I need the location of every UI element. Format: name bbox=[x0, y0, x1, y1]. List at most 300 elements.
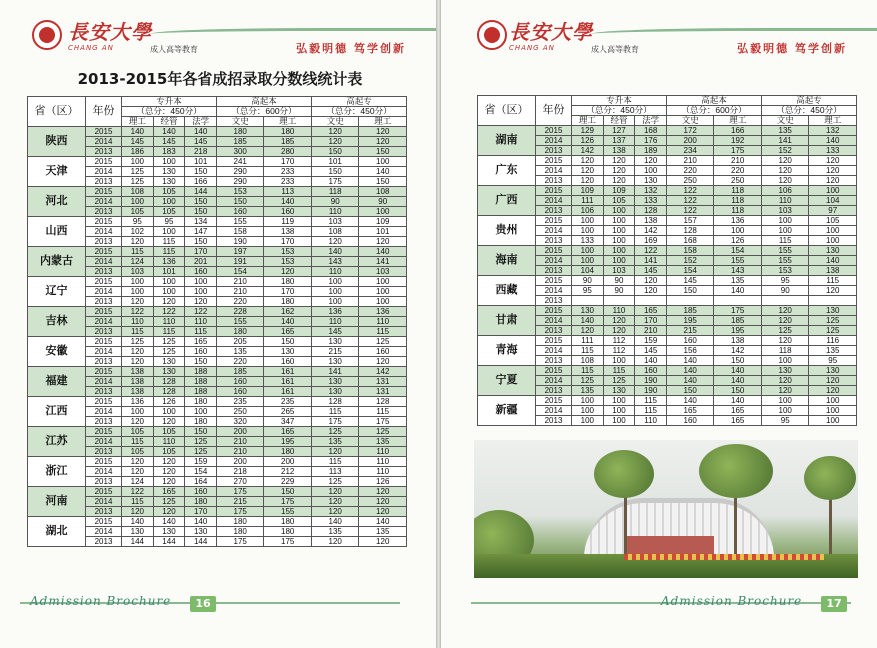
score-cell: 210 bbox=[216, 437, 264, 447]
brand-subtitle: 成人高等教育 bbox=[150, 45, 198, 54]
score-cell: 150 bbox=[264, 337, 312, 347]
score-cell: 118 bbox=[714, 206, 762, 216]
footer-text: Admission Brochure bbox=[661, 594, 803, 608]
score-cell: 150 bbox=[185, 197, 217, 207]
score-cell: 200 bbox=[264, 457, 312, 467]
province-name: 江西 bbox=[28, 397, 86, 427]
score-cell: 145 bbox=[666, 276, 714, 286]
score-cell: 128 bbox=[635, 206, 667, 216]
province-name: 海南 bbox=[478, 246, 536, 276]
province-name: 陕西 bbox=[28, 127, 86, 157]
score-cell: 140 bbox=[714, 286, 762, 296]
score-cell: 165 bbox=[185, 337, 217, 347]
score-cell: 161 bbox=[264, 387, 312, 397]
score-cell: 175 bbox=[311, 177, 359, 187]
score-cell: 125 bbox=[153, 497, 185, 507]
year-cell: 2014 bbox=[86, 437, 122, 447]
year-cell: 2015 bbox=[86, 487, 122, 497]
score-cell: 170 bbox=[185, 507, 217, 517]
score-cell: 175 bbox=[216, 537, 264, 547]
score-cell: 135 bbox=[714, 276, 762, 286]
score-cell: 120 bbox=[572, 176, 604, 186]
score-cell: 150 bbox=[359, 177, 407, 187]
score-cell: 128 bbox=[153, 377, 185, 387]
year-cell: 2014 bbox=[86, 287, 122, 297]
score-cell: 180 bbox=[216, 127, 264, 137]
score-cell: 120 bbox=[359, 487, 407, 497]
score-cell: 140 bbox=[153, 127, 185, 137]
score-cell: 120 bbox=[572, 166, 604, 176]
score-cell: 130 bbox=[635, 176, 667, 186]
tree bbox=[804, 456, 856, 500]
score-cell: 165 bbox=[264, 427, 312, 437]
score-cell: 120 bbox=[311, 497, 359, 507]
score-cell: 180 bbox=[216, 327, 264, 337]
score-cell: 105 bbox=[122, 447, 154, 457]
province-name: 广西 bbox=[478, 186, 536, 216]
year-cell: 2013 bbox=[536, 296, 572, 306]
year-cell: 2013 bbox=[536, 176, 572, 186]
score-cell: 100 bbox=[122, 287, 154, 297]
score-cell bbox=[761, 296, 809, 306]
year-cell: 2014 bbox=[86, 317, 122, 327]
score-cell: 100 bbox=[122, 197, 154, 207]
year-cell: 2013 bbox=[536, 356, 572, 366]
score-cell: 233 bbox=[264, 177, 312, 187]
score-cell: 100 bbox=[572, 216, 604, 226]
score-cell: 100 bbox=[761, 396, 809, 406]
score-cell: 100 bbox=[122, 277, 154, 287]
year-cell: 2015 bbox=[536, 126, 572, 136]
score-cell: 120 bbox=[809, 386, 857, 396]
score-cell: 145 bbox=[185, 137, 217, 147]
score-cell: 120 bbox=[153, 417, 185, 427]
score-cell: 166 bbox=[185, 177, 217, 187]
score-cell: 197 bbox=[216, 247, 264, 257]
score-cell: 169 bbox=[635, 236, 667, 246]
score-cell: 155 bbox=[714, 256, 762, 266]
year-cell: 2015 bbox=[86, 457, 122, 467]
year-cell: 2014 bbox=[536, 346, 572, 356]
score-cell: 100 bbox=[603, 256, 635, 266]
score-cell: 175 bbox=[311, 417, 359, 427]
university-logo-icon bbox=[32, 20, 62, 50]
score-cell: 154 bbox=[216, 267, 264, 277]
score-cell: 126 bbox=[359, 477, 407, 487]
score-cell: 150 bbox=[216, 197, 264, 207]
score-cell: 112 bbox=[603, 336, 635, 346]
score-cell: 136 bbox=[311, 307, 359, 317]
table-row bbox=[478, 366, 857, 376]
score-cell: 160 bbox=[216, 207, 264, 217]
header-subcol: 法学 bbox=[635, 116, 667, 126]
score-cell: 138 bbox=[714, 336, 762, 346]
score-cell: 90 bbox=[761, 286, 809, 296]
left-page bbox=[0, 0, 436, 648]
score-cell: 188 bbox=[185, 377, 217, 387]
province-name: 湖北 bbox=[28, 517, 86, 547]
header-year: 年份 bbox=[536, 96, 572, 126]
year-cell: 2014 bbox=[536, 136, 572, 146]
score-table-left bbox=[27, 96, 407, 547]
year-cell: 2015 bbox=[86, 397, 122, 407]
score-cell: 100 bbox=[603, 356, 635, 366]
score-cell: 100 bbox=[635, 166, 667, 176]
year-cell: 2015 bbox=[86, 187, 122, 197]
year-cell: 2014 bbox=[86, 167, 122, 177]
score-cell: 134 bbox=[185, 217, 217, 227]
score-cell: 108 bbox=[359, 187, 407, 197]
score-cell: 165 bbox=[635, 306, 667, 316]
score-cell: 110 bbox=[359, 467, 407, 477]
score-cell: 130 bbox=[311, 337, 359, 347]
score-cell: 100 bbox=[153, 287, 185, 297]
score-cell: 130 bbox=[185, 527, 217, 537]
score-cell: 120 bbox=[122, 507, 154, 517]
score-cell: 120 bbox=[809, 166, 857, 176]
province-name: 贵州 bbox=[478, 216, 536, 246]
score-cell: 160 bbox=[185, 487, 217, 497]
flower-bed bbox=[624, 554, 824, 560]
score-cell: 180 bbox=[264, 517, 312, 527]
score-cell: 158 bbox=[666, 246, 714, 256]
score-cell: 120 bbox=[572, 326, 604, 336]
score-cell: 124 bbox=[122, 477, 154, 487]
score-cell: 215 bbox=[666, 326, 714, 336]
score-cell: 115 bbox=[311, 457, 359, 467]
score-cell: 118 bbox=[714, 186, 762, 196]
score-cell: 115 bbox=[359, 327, 407, 337]
score-cell: 122 bbox=[666, 186, 714, 196]
score-cell: 110 bbox=[311, 207, 359, 217]
score-cell: 162 bbox=[264, 307, 312, 317]
score-cell: 145 bbox=[635, 266, 667, 276]
header-subcol: 理工 bbox=[264, 117, 312, 127]
score-cell: 100 bbox=[122, 157, 154, 167]
score-cell: 180 bbox=[264, 277, 312, 287]
page-number: 17 bbox=[821, 596, 847, 612]
header-gqz: 高起专 bbox=[311, 97, 406, 107]
province-name: 西藏 bbox=[478, 276, 536, 306]
score-cell: 106 bbox=[572, 206, 604, 216]
score-cell: 155 bbox=[761, 246, 809, 256]
year-cell: 2015 bbox=[86, 367, 122, 377]
score-cell: 210 bbox=[216, 277, 264, 287]
score-cell: 201 bbox=[185, 257, 217, 267]
score-cell: 141 bbox=[359, 257, 407, 267]
score-cell: 120 bbox=[359, 127, 407, 137]
year-cell: 2013 bbox=[86, 447, 122, 457]
score-cell: 280 bbox=[264, 147, 312, 157]
year-cell: 2015 bbox=[536, 306, 572, 316]
score-cell: 125 bbox=[761, 326, 809, 336]
page-header bbox=[441, 14, 877, 60]
score-cell: 100 bbox=[153, 277, 185, 287]
header-subcol: 文史 bbox=[666, 116, 714, 126]
table-row bbox=[28, 217, 407, 227]
header-subcol: 文史 bbox=[761, 116, 809, 126]
header-gqz-total: （总分：450分） bbox=[311, 107, 406, 117]
score-cell: 100 bbox=[153, 407, 185, 417]
score-cell: 320 bbox=[216, 417, 264, 427]
year-cell: 2015 bbox=[86, 217, 122, 227]
score-cell: 110 bbox=[635, 416, 667, 426]
score-cell: 120 bbox=[122, 357, 154, 367]
header-gqz: 高起专 bbox=[761, 96, 856, 106]
province-name: 福建 bbox=[28, 367, 86, 397]
score-cell: 195 bbox=[714, 326, 762, 336]
score-cell: 100 bbox=[122, 407, 154, 417]
header-subcol: 理工 bbox=[122, 117, 154, 127]
page-title: 2013-2015年各省成招录取分数线统计表 bbox=[77, 70, 363, 88]
score-cell: 135 bbox=[359, 527, 407, 537]
score-cell: 110 bbox=[185, 317, 217, 327]
score-cell: 120 bbox=[603, 156, 635, 166]
score-cell: 120 bbox=[809, 376, 857, 386]
province-name: 安徽 bbox=[28, 337, 86, 367]
score-cell: 180 bbox=[216, 527, 264, 537]
score-cell: 100 bbox=[311, 277, 359, 287]
table-row bbox=[478, 216, 857, 226]
score-cell: 103 bbox=[122, 267, 154, 277]
score-cell: 220 bbox=[666, 166, 714, 176]
score-cell: 100 bbox=[311, 287, 359, 297]
score-cell: 190 bbox=[635, 376, 667, 386]
header-gqb: 高起本 bbox=[216, 97, 311, 107]
header-subcol: 经管 bbox=[153, 117, 185, 127]
score-cell: 120 bbox=[153, 477, 185, 487]
year-cell: 2015 bbox=[536, 366, 572, 376]
score-cell: 192 bbox=[714, 136, 762, 146]
score-cell: 100 bbox=[572, 416, 604, 426]
score-cell: 138 bbox=[122, 387, 154, 397]
score-cell: 130 bbox=[572, 306, 604, 316]
score-cell: 160 bbox=[264, 357, 312, 367]
score-cell: 100 bbox=[153, 197, 185, 207]
year-cell: 2015 bbox=[86, 157, 122, 167]
year-cell: 2014 bbox=[86, 527, 122, 537]
year-cell: 2013 bbox=[536, 416, 572, 426]
score-cell: 100 bbox=[761, 226, 809, 236]
score-cell: 131 bbox=[359, 377, 407, 387]
score-cell: 110 bbox=[359, 447, 407, 457]
score-cell: 168 bbox=[666, 236, 714, 246]
score-cell: 135 bbox=[311, 527, 359, 537]
score-cell: 100 bbox=[761, 406, 809, 416]
year-cell: 2013 bbox=[86, 507, 122, 517]
score-cell: 150 bbox=[359, 147, 407, 157]
score-cell: 115 bbox=[572, 346, 604, 356]
score-cell: 125 bbox=[122, 337, 154, 347]
score-cell: 120 bbox=[311, 137, 359, 147]
header-gqb-total: （总分：600分） bbox=[216, 107, 311, 117]
score-cell: 100 bbox=[153, 157, 185, 167]
score-cell: 105 bbox=[153, 207, 185, 217]
score-cell: 140 bbox=[122, 127, 154, 137]
score-cell: 160 bbox=[216, 377, 264, 387]
score-cell: 115 bbox=[603, 366, 635, 376]
score-cell: 170 bbox=[264, 157, 312, 167]
province-name: 青海 bbox=[478, 336, 536, 366]
score-cell: 116 bbox=[809, 336, 857, 346]
score-cell: 100 bbox=[359, 287, 407, 297]
score-cell: 115 bbox=[122, 327, 154, 337]
score-cell: 150 bbox=[185, 167, 217, 177]
header-subcol: 文史 bbox=[311, 117, 359, 127]
province-name: 广东 bbox=[478, 156, 536, 186]
score-cell: 105 bbox=[153, 427, 185, 437]
year-cell: 2015 bbox=[86, 247, 122, 257]
score-cell bbox=[635, 296, 667, 306]
score-cell: 235 bbox=[216, 397, 264, 407]
header-subcol: 法学 bbox=[185, 117, 217, 127]
score-cell: 155 bbox=[264, 507, 312, 517]
year-cell: 2014 bbox=[86, 467, 122, 477]
score-cell: 120 bbox=[311, 237, 359, 247]
score-cell: 120 bbox=[153, 507, 185, 517]
score-cell: 160 bbox=[666, 416, 714, 426]
score-cell: 125 bbox=[185, 447, 217, 457]
score-cell: 108 bbox=[122, 187, 154, 197]
score-cell: 145 bbox=[311, 327, 359, 337]
year-cell: 2013 bbox=[536, 386, 572, 396]
score-cell: 100 bbox=[359, 157, 407, 167]
year-cell: 2015 bbox=[86, 277, 122, 287]
score-cell: 152 bbox=[666, 256, 714, 266]
brand-motto: 弘毅明德 笃学创新 bbox=[737, 42, 847, 55]
score-cell: 188 bbox=[185, 387, 217, 397]
province-name: 辽宁 bbox=[28, 277, 86, 307]
score-cell: 120 bbox=[311, 447, 359, 457]
score-cell: 205 bbox=[216, 337, 264, 347]
score-cell: 120 bbox=[635, 286, 667, 296]
score-cell: 140 bbox=[185, 127, 217, 137]
score-cell: 122 bbox=[185, 307, 217, 317]
score-cell: 165 bbox=[714, 416, 762, 426]
score-cell: 220 bbox=[216, 357, 264, 367]
year-cell: 2014 bbox=[536, 406, 572, 416]
score-cell: 161 bbox=[264, 377, 312, 387]
table-row bbox=[478, 396, 857, 406]
score-cell: 110 bbox=[603, 306, 635, 316]
score-cell: 100 bbox=[359, 277, 407, 287]
table-row bbox=[478, 306, 857, 316]
score-cell: 125 bbox=[809, 326, 857, 336]
score-cell: 105 bbox=[603, 196, 635, 206]
score-cell: 101 bbox=[185, 157, 217, 167]
year-cell: 2013 bbox=[536, 146, 572, 156]
score-cell: 180 bbox=[216, 517, 264, 527]
score-cell: 100 bbox=[603, 216, 635, 226]
score-cell: 168 bbox=[635, 126, 667, 136]
table-row bbox=[478, 276, 857, 286]
table-row bbox=[478, 126, 857, 136]
score-cell: 109 bbox=[603, 186, 635, 196]
score-cell: 300 bbox=[216, 147, 264, 157]
score-cell: 147 bbox=[185, 227, 217, 237]
page-number: 16 bbox=[190, 596, 216, 612]
year-cell: 2014 bbox=[536, 226, 572, 236]
score-cell: 166 bbox=[714, 126, 762, 136]
score-cell: 180 bbox=[264, 297, 312, 307]
score-cell: 160 bbox=[185, 267, 217, 277]
score-cell: 122 bbox=[666, 206, 714, 216]
score-cell: 120 bbox=[603, 176, 635, 186]
brand-name-en: CHANG AN bbox=[509, 44, 555, 52]
brand-subtitle: 成人高等教育 bbox=[591, 45, 639, 54]
score-cell: 125 bbox=[122, 177, 154, 187]
year-cell: 2015 bbox=[536, 186, 572, 196]
score-cell: 111 bbox=[572, 196, 604, 206]
score-cell: 144 bbox=[185, 187, 217, 197]
table-row bbox=[28, 307, 407, 317]
score-cell: 135 bbox=[311, 437, 359, 447]
score-cell: 120 bbox=[761, 316, 809, 326]
score-cell: 138 bbox=[635, 216, 667, 226]
table-row bbox=[28, 457, 407, 467]
score-cell: 137 bbox=[603, 136, 635, 146]
score-cell: 120 bbox=[153, 457, 185, 467]
score-cell: 100 bbox=[809, 396, 857, 406]
year-cell: 2013 bbox=[536, 266, 572, 276]
year-cell: 2015 bbox=[536, 246, 572, 256]
score-cell: 175 bbox=[264, 537, 312, 547]
score-cell: 140 bbox=[359, 517, 407, 527]
score-cell: 95 bbox=[122, 217, 154, 227]
score-cell: 150 bbox=[185, 357, 217, 367]
score-cell: 113 bbox=[311, 467, 359, 477]
tree bbox=[594, 450, 654, 498]
score-cell: 130 bbox=[311, 377, 359, 387]
score-cell: 105 bbox=[122, 207, 154, 217]
footer-text: Admission Brochure bbox=[30, 594, 172, 608]
score-cell: 101 bbox=[311, 157, 359, 167]
year-cell: 2015 bbox=[86, 127, 122, 137]
header-zsb-total: （总分：450分） bbox=[572, 106, 667, 116]
score-cell: 102 bbox=[122, 227, 154, 237]
year-cell: 2015 bbox=[536, 336, 572, 346]
score-cell: 95 bbox=[761, 416, 809, 426]
score-cell: 142 bbox=[714, 346, 762, 356]
score-cell: 100 bbox=[603, 416, 635, 426]
score-cell: 120 bbox=[635, 156, 667, 166]
score-cell: 180 bbox=[185, 497, 217, 507]
score-cell: 175 bbox=[359, 417, 407, 427]
year-cell: 2013 bbox=[86, 327, 122, 337]
score-cell: 160 bbox=[666, 336, 714, 346]
campus-stadium-photo bbox=[474, 440, 858, 578]
score-cell: 170 bbox=[635, 316, 667, 326]
score-cell: 220 bbox=[216, 297, 264, 307]
score-cell: 130 bbox=[153, 177, 185, 187]
score-cell: 103 bbox=[311, 217, 359, 227]
score-cell: 115 bbox=[635, 406, 667, 416]
score-cell bbox=[603, 296, 635, 306]
score-cell: 129 bbox=[572, 126, 604, 136]
score-cell: 131 bbox=[359, 387, 407, 397]
score-cell: 136 bbox=[122, 397, 154, 407]
score-cell: 200 bbox=[216, 427, 264, 437]
year-cell: 2013 bbox=[86, 177, 122, 187]
score-cell: 130 bbox=[809, 366, 857, 376]
score-cell: 120 bbox=[359, 237, 407, 247]
score-cell: 228 bbox=[216, 307, 264, 317]
score-cell: 120 bbox=[761, 176, 809, 186]
score-cell: 115 bbox=[185, 327, 217, 337]
score-cell: 130 bbox=[153, 357, 185, 367]
year-cell: 2014 bbox=[86, 227, 122, 237]
score-cell: 218 bbox=[216, 467, 264, 477]
